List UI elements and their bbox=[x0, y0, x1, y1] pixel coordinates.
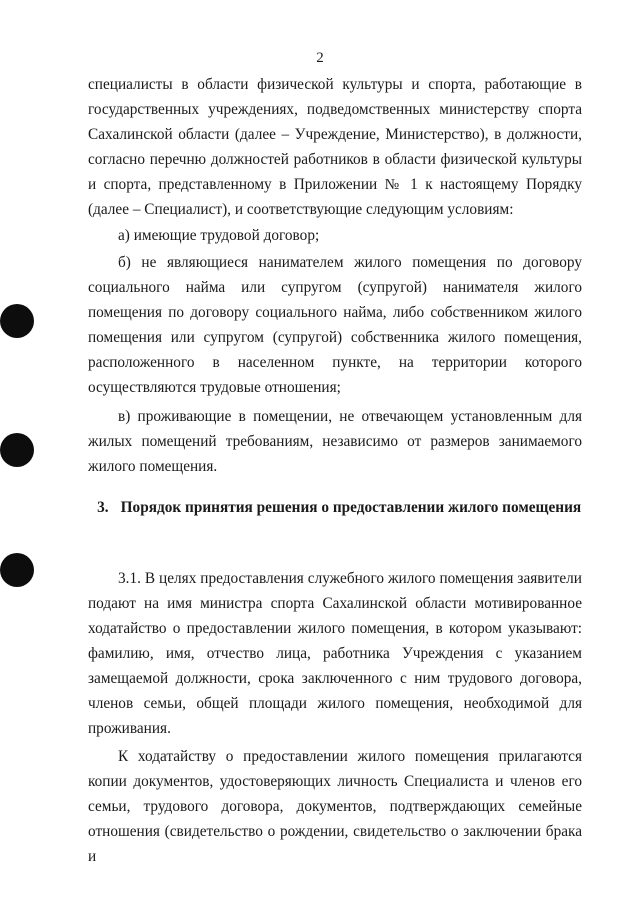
paragraph-condition-c: в) проживающие в помещении, не отвечающем установленным для жилых помещений требованиям, независимо от размеров занимаемого жилого помещения. bbox=[88, 408, 582, 475]
section-title: Порядок принятия решения о предоставлении жилого помещения bbox=[120, 499, 582, 516]
paragraph-condition-a: а) имеющие трудовой договор; bbox=[118, 227, 320, 244]
section-number: 3. bbox=[97, 499, 109, 516]
punch-hole bbox=[0, 433, 34, 467]
paragraph-3-1: 3.1. В целях предоставления служебного жилого помещения заявители подают на имя министра спорта Сахалинской области мотивированное ходатайство о предоставлении жилого помещения, в котором указывают: фамилию, имя, отчество лица, работника Учреждения с указанием замещаемой должности, срока заключенного с ним трудового договора, членов семьи, общей площади жилого помещения, необходимой для проживания. bbox=[88, 570, 582, 737]
paragraph-attachments: К ходатайству о предоставлении жилого помещения прилагаются копии документов, удостоверяющих личность Специалиста и членов его семьи, трудового договора, документов, подтверждающих семейные отношения (свидетельство о рождении, свидетельство о заключении брака и bbox=[88, 748, 582, 865]
page-number: 2 bbox=[316, 50, 324, 66]
paragraph-specialists: специалисты в области физической культуры и спорта, работающие в государственных учреждениях, подведомственных министерству спорта Сахалинской области (далее – Учреждение, Министерство), в должности, согласно перечню должностей работников в области физической культуры и спорта, представленному в Приложении № 1 к настоящему Порядку (далее – Специалист), и соответствующие следующим условиям: bbox=[88, 76, 582, 218]
paragraph-condition-b: б) не являющиеся нанимателем жилого помещения по договору социального найма или супругом (супругой) нанимателя жилого помещения по договору социального найма, либо собственником жилого помещения или супругом (супругой) собственника жилого помещения, расположенного в населенном пункте, на территории которого осуществляются трудовые отношения; bbox=[88, 254, 582, 396]
section-heading bbox=[88, 494, 582, 521]
punch-hole bbox=[0, 553, 34, 587]
punch-hole bbox=[0, 304, 34, 338]
